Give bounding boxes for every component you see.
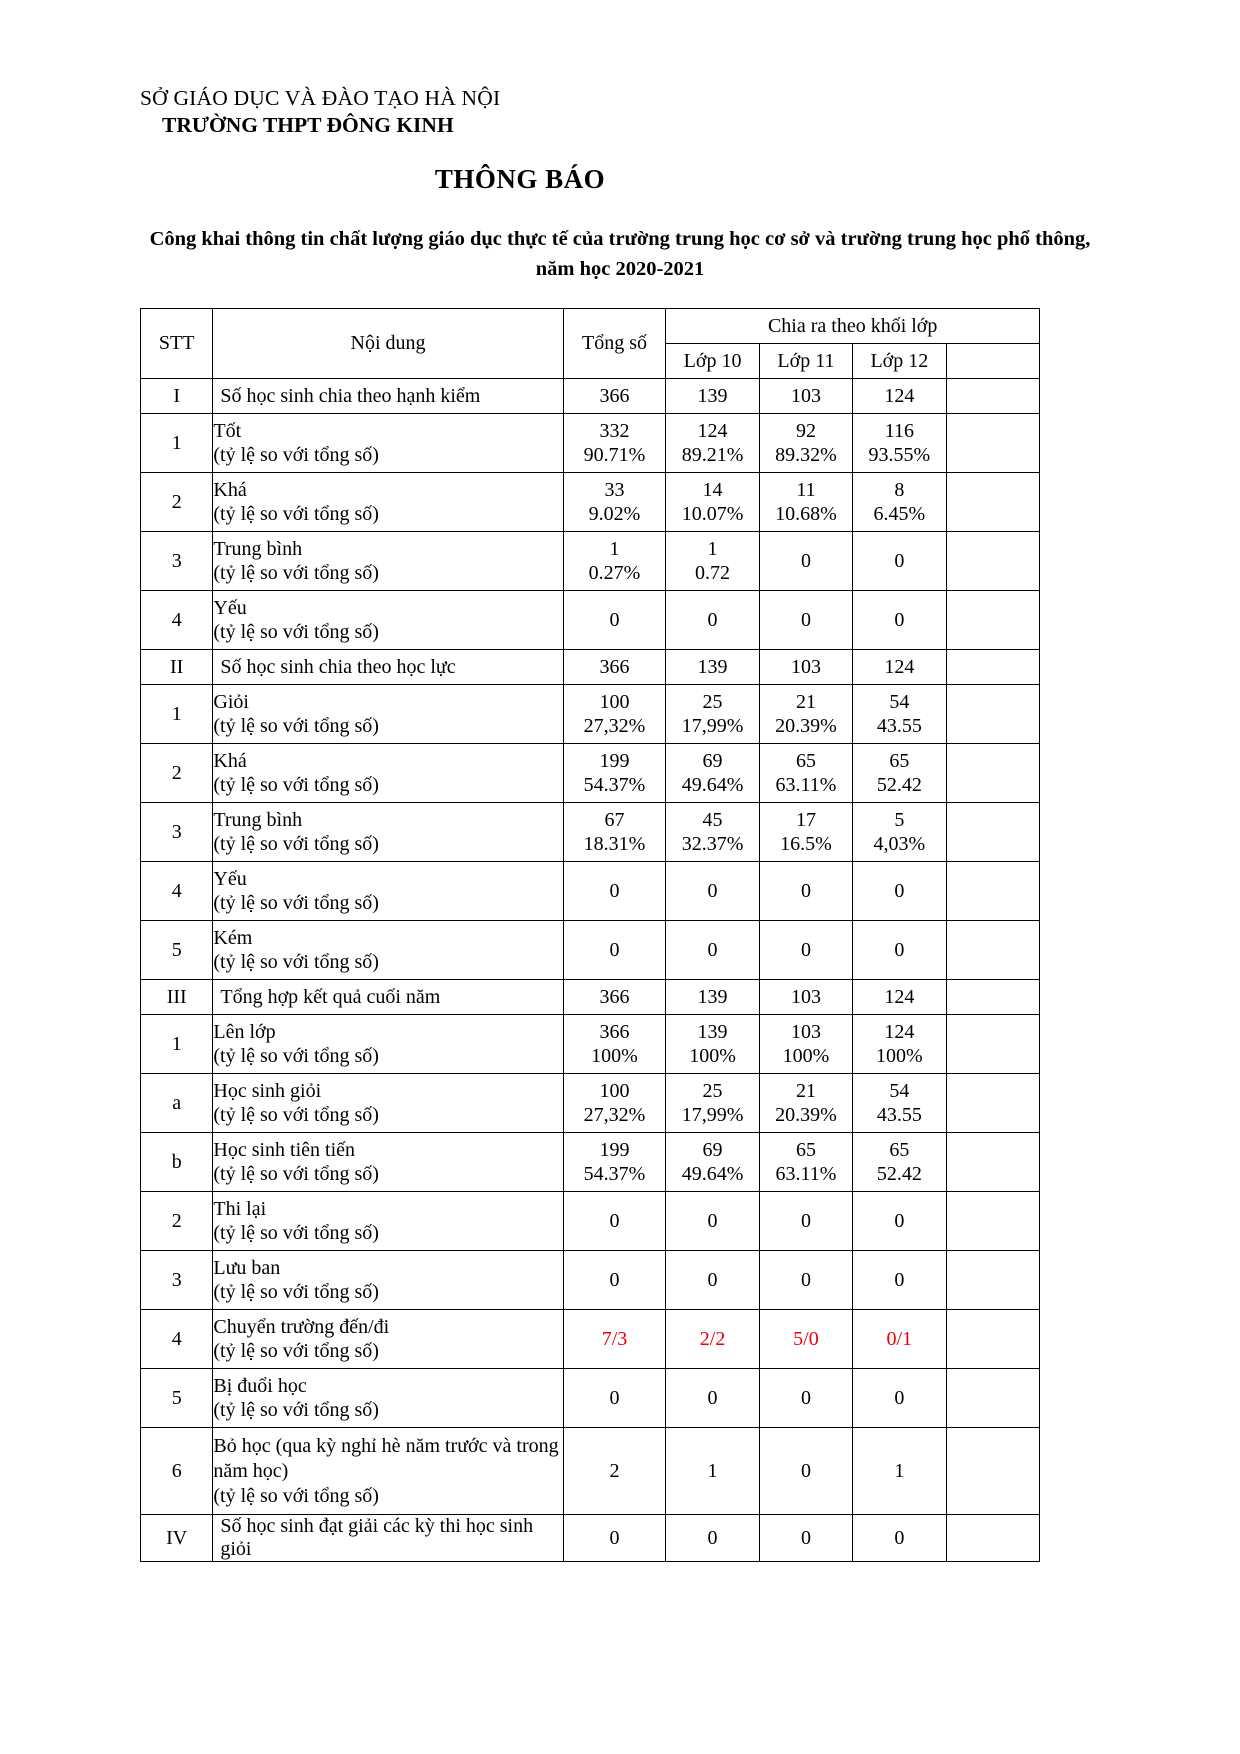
- row-extra: [946, 473, 1039, 532]
- row-label: Tốt (tỷ lệ so với tổng số): [213, 414, 563, 473]
- table-row: [141, 803, 1040, 862]
- row-grade10: 0: [666, 1251, 759, 1310]
- row-label: Giỏi (tỷ lệ so với tổng số): [213, 685, 563, 744]
- row-grade12: 0: [853, 532, 946, 591]
- row-extra: [946, 650, 1039, 685]
- row-grade11: 103: [759, 379, 852, 414]
- row-stt: 4: [141, 591, 213, 650]
- row-total: 0: [563, 862, 666, 921]
- row-stt: 5: [141, 1369, 213, 1428]
- row-grade10: 69 49.64%: [666, 744, 759, 803]
- row-grade11: 0: [759, 1428, 852, 1515]
- row-grade11: 65 63.11%: [759, 744, 852, 803]
- row-extra: [946, 1074, 1039, 1133]
- row-grade12: 65 52.42: [853, 1133, 946, 1192]
- row-total: 0: [563, 1251, 666, 1310]
- table-row: [141, 591, 1040, 650]
- row-stt: 2: [141, 473, 213, 532]
- row-total: 100 27,32%: [563, 685, 666, 744]
- row-grade12: 0/1: [853, 1310, 946, 1369]
- row-grade10: 139 100%: [666, 1015, 759, 1074]
- table-row: [141, 1074, 1040, 1133]
- row-label: Số học sinh đạt giải các kỳ thi học sinh giỏi: [213, 1515, 563, 1562]
- row-stt: 1: [141, 1015, 213, 1074]
- row-label: Học sinh giỏi (tỷ lệ so với tổng số): [213, 1074, 563, 1133]
- row-label: Yếu (tỷ lệ so với tổng số): [213, 862, 563, 921]
- row-total: 0: [563, 1192, 666, 1251]
- table-row: [141, 379, 1040, 414]
- header-tong-so: Tổng số: [563, 309, 666, 379]
- row-grade12: 0: [853, 591, 946, 650]
- row-stt: 4: [141, 1310, 213, 1369]
- row-extra: [946, 1310, 1039, 1369]
- row-total: 199 54.37%: [563, 744, 666, 803]
- row-total: 366 100%: [563, 1015, 666, 1074]
- row-extra: [946, 1369, 1039, 1428]
- row-label: Kém (tỷ lệ so với tổng số): [213, 921, 563, 980]
- row-grade12: 124: [853, 650, 946, 685]
- row-label: Thi lại (tỷ lệ so với tổng số): [213, 1192, 563, 1251]
- row-grade10: 124 89.21%: [666, 414, 759, 473]
- header-extra: [946, 344, 1039, 379]
- row-extra: [946, 1192, 1039, 1251]
- row-grade12: 8 6.45%: [853, 473, 946, 532]
- table-row: [141, 1015, 1040, 1074]
- quality-report-table: [140, 308, 1040, 1562]
- row-extra: [946, 1251, 1039, 1310]
- table-row: [141, 650, 1040, 685]
- row-grade11: 21 20.39%: [759, 1074, 852, 1133]
- row-label: Số học sinh chia theo học lực: [213, 650, 563, 685]
- row-grade11: 0: [759, 591, 852, 650]
- row-label: Tổng hợp kết quả cuối năm: [213, 980, 563, 1015]
- row-grade12: 65 52.42: [853, 744, 946, 803]
- row-total: 199 54.37%: [563, 1133, 666, 1192]
- row-stt: II: [141, 650, 213, 685]
- row-stt: 6: [141, 1428, 213, 1515]
- table-row: [141, 1133, 1040, 1192]
- row-label: Chuyển trường đến/đi (tỷ lệ so với tổng số): [213, 1310, 563, 1369]
- row-stt: 5: [141, 921, 213, 980]
- row-grade11: 0: [759, 862, 852, 921]
- row-grade12: 0: [853, 862, 946, 921]
- row-extra: [946, 1133, 1039, 1192]
- row-grade12: 116 93.55%: [853, 414, 946, 473]
- row-grade10: 139: [666, 379, 759, 414]
- row-grade11: 5/0: [759, 1310, 852, 1369]
- row-grade11: 103: [759, 980, 852, 1015]
- row-grade11: 0: [759, 1251, 852, 1310]
- row-stt: 2: [141, 1192, 213, 1251]
- row-grade11: 65 63.11%: [759, 1133, 852, 1192]
- row-stt: III: [141, 980, 213, 1015]
- row-grade10: 25 17,99%: [666, 685, 759, 744]
- table-header: [141, 309, 1040, 379]
- table-row: [141, 532, 1040, 591]
- row-total: 0: [563, 1369, 666, 1428]
- header-lop-11: Lớp 11: [759, 344, 852, 379]
- row-stt: I: [141, 379, 213, 414]
- table-row: [141, 685, 1040, 744]
- row-total: 33 9.02%: [563, 473, 666, 532]
- row-total: 0: [563, 591, 666, 650]
- row-label: Khá (tỷ lệ so với tổng số): [213, 473, 563, 532]
- row-grade10: 2/2: [666, 1310, 759, 1369]
- row-stt: 2: [141, 744, 213, 803]
- row-total: 0: [563, 921, 666, 980]
- row-grade12: 0: [853, 921, 946, 980]
- row-grade12: 54 43.55: [853, 685, 946, 744]
- header-lop-12: Lớp 12: [853, 344, 946, 379]
- table-row: [141, 1310, 1040, 1369]
- row-grade12: 0: [853, 1369, 946, 1428]
- row-extra: [946, 803, 1039, 862]
- row-grade10: 1: [666, 1428, 759, 1515]
- row-grade11: 0: [759, 532, 852, 591]
- header-chia-ra: Chia ra theo khối lớp: [666, 309, 1040, 344]
- row-total: 0: [563, 1515, 666, 1562]
- row-total: 366: [563, 379, 666, 414]
- row-grade10: 0: [666, 1515, 759, 1562]
- row-grade11: 92 89.32%: [759, 414, 852, 473]
- row-grade11: 103 100%: [759, 1015, 852, 1074]
- row-stt: 3: [141, 1251, 213, 1310]
- row-total: 2: [563, 1428, 666, 1515]
- row-label: Số học sinh chia theo hạnh kiểm: [213, 379, 563, 414]
- row-extra: [946, 414, 1039, 473]
- table-row: [141, 473, 1040, 532]
- row-extra: [946, 980, 1039, 1015]
- row-grade11: 0: [759, 1515, 852, 1562]
- row-extra: [946, 379, 1039, 414]
- row-stt: 1: [141, 414, 213, 473]
- row-grade12: 54 43.55: [853, 1074, 946, 1133]
- row-grade12: 0: [853, 1515, 946, 1562]
- row-stt: IV: [141, 1515, 213, 1562]
- row-grade12: 1: [853, 1428, 946, 1515]
- row-grade10: 0: [666, 591, 759, 650]
- row-label: Khá (tỷ lệ so với tổng số): [213, 744, 563, 803]
- department-name: SỞ GIÁO DỤC VÀ ĐÀO TẠO HÀ NỘI: [140, 86, 501, 110]
- row-grade11: 21 20.39%: [759, 685, 852, 744]
- row-total: 67 18.31%: [563, 803, 666, 862]
- row-grade11: 0: [759, 1369, 852, 1428]
- row-extra: [946, 862, 1039, 921]
- row-grade10: 0: [666, 862, 759, 921]
- row-extra: [946, 744, 1039, 803]
- row-grade10: 139: [666, 980, 759, 1015]
- row-grade10: 0: [666, 1192, 759, 1251]
- row-grade12: 124: [853, 379, 946, 414]
- table-row: [141, 414, 1040, 473]
- row-grade11: 103: [759, 650, 852, 685]
- row-total: 7/3: [563, 1310, 666, 1369]
- row-label: Yếu (tỷ lệ so với tổng số): [213, 591, 563, 650]
- row-extra: [946, 1515, 1039, 1562]
- row-label: Lên lớp (tỷ lệ so với tổng số): [213, 1015, 563, 1074]
- row-total: 366: [563, 650, 666, 685]
- header-lop-10: Lớp 10: [666, 344, 759, 379]
- row-grade12: 124 100%: [853, 1015, 946, 1074]
- table-row: [141, 980, 1040, 1015]
- row-extra: [946, 921, 1039, 980]
- row-grade11: 0: [759, 1192, 852, 1251]
- row-total: 1 0.27%: [563, 532, 666, 591]
- table-row: [141, 1192, 1040, 1251]
- row-extra: [946, 532, 1039, 591]
- table-row: [141, 1428, 1040, 1515]
- table-row: [141, 862, 1040, 921]
- row-total: 366: [563, 980, 666, 1015]
- row-extra: [946, 1015, 1039, 1074]
- row-grade10: 1 0.72: [666, 532, 759, 591]
- row-label: Bị đuổi học (tỷ lệ so với tổng số): [213, 1369, 563, 1428]
- table-body: [141, 379, 1040, 1562]
- row-grade10: 69 49.64%: [666, 1133, 759, 1192]
- row-stt: 3: [141, 803, 213, 862]
- row-label: Lưu ban (tỷ lệ so với tổng số): [213, 1251, 563, 1310]
- row-stt: 4: [141, 862, 213, 921]
- row-grade10: 139: [666, 650, 759, 685]
- row-extra: [946, 1428, 1039, 1515]
- header-stt: STT: [141, 309, 213, 379]
- row-stt: 3: [141, 532, 213, 591]
- header-noi-dung: Nội dung: [213, 309, 563, 379]
- row-total: 100 27,32%: [563, 1074, 666, 1133]
- row-total: 332 90.71%: [563, 414, 666, 473]
- row-grade10: 14 10.07%: [666, 473, 759, 532]
- table-row: [141, 1251, 1040, 1310]
- table-row: [141, 744, 1040, 803]
- row-grade10: 0: [666, 1369, 759, 1428]
- row-grade10: 0: [666, 921, 759, 980]
- row-stt: 1: [141, 685, 213, 744]
- row-label: Trung bình (tỷ lệ so với tổng số): [213, 803, 563, 862]
- row-stt: b: [141, 1133, 213, 1192]
- row-label: Học sinh tiên tiến (tỷ lệ so với tổng số): [213, 1133, 563, 1192]
- row-grade12: 0: [853, 1251, 946, 1310]
- row-grade10: 45 32.37%: [666, 803, 759, 862]
- row-grade11: 0: [759, 921, 852, 980]
- school-name: TRƯỜNG THPT ĐÔNG KINH: [162, 113, 454, 137]
- row-grade12: 0: [853, 1192, 946, 1251]
- row-grade11: 11 10.68%: [759, 473, 852, 532]
- row-label: Bỏ học (qua kỳ nghỉ hè năm trước và trong năm học) (tỷ lệ so với tổng số): [213, 1428, 563, 1515]
- row-grade10: 25 17,99%: [666, 1074, 759, 1133]
- row-label: Trung bình (tỷ lệ so với tổng số): [213, 532, 563, 591]
- document-subtitle: Công khai thông tin chất lượng giáo dục thực tế của trường trung học cơ sở và trường trung học phổ thông, năm học 2020-2021: [149, 228, 1091, 280]
- notice-title: THÔNG BÁO: [434, 164, 606, 194]
- row-grade12: 124: [853, 980, 946, 1015]
- table-row: [141, 1515, 1040, 1562]
- table-row: [141, 1369, 1040, 1428]
- row-grade11: 17 16.5%: [759, 803, 852, 862]
- row-stt: a: [141, 1074, 213, 1133]
- row-extra: [946, 591, 1039, 650]
- row-extra: [946, 685, 1039, 744]
- table-row: [141, 921, 1040, 980]
- row-grade12: 5 4,03%: [853, 803, 946, 862]
